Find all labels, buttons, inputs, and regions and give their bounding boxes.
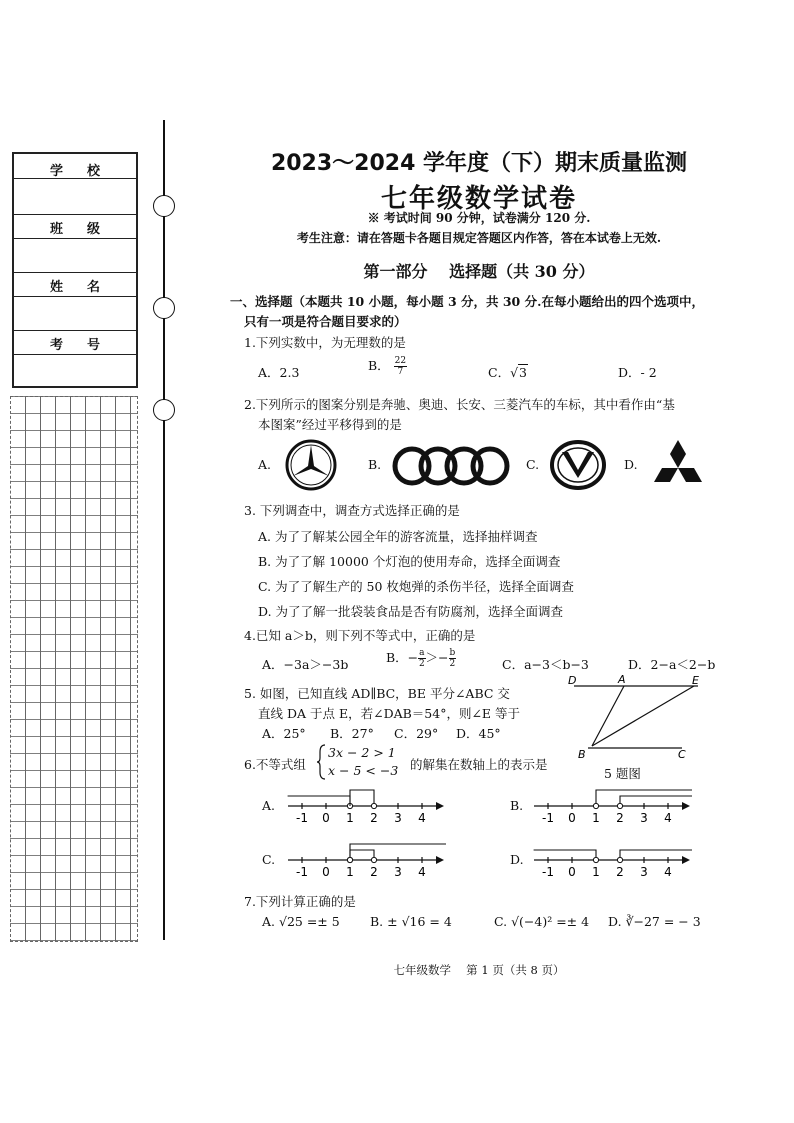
axis-arrow xyxy=(436,802,444,810)
tick-label: 3 xyxy=(640,811,648,824)
q6-number-line-d xyxy=(532,834,692,878)
tick-label: 1 xyxy=(592,865,600,878)
q4-option-d: D．2−a＜2−b xyxy=(628,657,716,672)
q5-option-a: A．25° xyxy=(262,726,306,741)
name-label: 姓名 xyxy=(49,280,124,295)
point-c-label: C xyxy=(678,748,686,761)
q5-stem-line1: 5. 如图，已知直线 AD∥BC，BE 平分∠ABC 交 xyxy=(244,686,510,701)
tick-label: 3 xyxy=(640,865,648,878)
solution-bracket xyxy=(350,790,374,806)
q3-option-b: B. 为了了解 10000 个灯泡的使用寿命，选择全面调查 xyxy=(258,554,561,569)
info-divider xyxy=(14,178,136,179)
solution-bracket xyxy=(350,850,374,860)
open-endpoint xyxy=(617,803,622,808)
section-intro-line2: 只有一项是符合题目要求的） xyxy=(244,314,407,329)
q7-option-b: B. ± √16 = 4 xyxy=(370,914,452,929)
q6-option-b: B. xyxy=(510,798,524,813)
tick-label: -1 xyxy=(542,865,554,878)
mitsubishi-logo-icon xyxy=(650,438,706,490)
mercedes-logo-icon xyxy=(284,438,338,492)
open-endpoint xyxy=(347,857,352,862)
audi-logo-icon xyxy=(390,444,512,488)
q6-option-c: C. xyxy=(262,852,276,867)
q6-inequality-1: 3x − 2 > 1 xyxy=(328,745,396,760)
binding-hole xyxy=(153,195,175,217)
binding-hole xyxy=(153,297,175,319)
solution-bracket xyxy=(288,796,350,806)
point-e-label: E xyxy=(692,674,699,687)
q6-option-a: A. xyxy=(262,798,276,813)
open-endpoint xyxy=(593,803,598,808)
q7-option-d: D. ∛−27 = − 3 xyxy=(608,914,701,929)
q1-b-numerator: 22 xyxy=(394,356,407,366)
tick-label: 2 xyxy=(616,811,624,824)
info-divider xyxy=(14,354,136,355)
q3-option-a: A. 为了了解某公园全年的游客流量，选择抽样调查 xyxy=(258,529,538,544)
tick-label: -1 xyxy=(296,865,308,878)
exam-subtitle: 七年级数学试卷 xyxy=(380,184,577,214)
q2-option-d: D. xyxy=(624,457,638,472)
solution-bracket xyxy=(620,850,692,860)
q7-stem: 7.下列计算正确的是 xyxy=(244,894,356,909)
q7-option-c: C. √(−4)² =± 4 xyxy=(494,914,590,929)
info-divider xyxy=(14,330,136,331)
q2-option-b: B. xyxy=(368,457,382,472)
tick-label: 2 xyxy=(370,865,378,878)
exam-title: 2023～2024 学年度（下）期末质量监测 xyxy=(270,151,688,176)
q2-stem-line1: 2.下列所示的图案分别是奔驰、奥迪、长安、三菱汽车的车标，其中看作由“基 xyxy=(244,397,675,412)
q4-stem: 4.已知 a＞b，则下列不等式中，正确的是 xyxy=(244,628,476,643)
q1-stem: 1.下列实数中，为无理数的是 xyxy=(244,335,406,350)
tick-label: 4 xyxy=(418,811,426,824)
q2-option-c: C. xyxy=(526,457,540,472)
q3-stem: 3. 下列调查中，调查方式选择正确的是 xyxy=(244,503,460,518)
q4-option-b: B．− $\frac{a}{2}$ ＞− $\frac{b}{2}$ xyxy=(386,648,456,669)
open-endpoint xyxy=(617,857,622,862)
section-intro-line1: 一、选择题（本题共 10 小题，每小题 3 分，共 30 分.在每小题给出的四个选项中， xyxy=(230,294,704,309)
q6-number-line-b xyxy=(532,780,692,824)
q2-stem-line2: 本图案”经过平移得到的是 xyxy=(258,417,402,432)
axis-arrow xyxy=(436,856,444,864)
q6-number-line-c xyxy=(286,834,446,878)
point-a-label: A xyxy=(618,674,626,686)
tick-label: 0 xyxy=(322,811,330,824)
q6-number-line-a xyxy=(286,780,446,824)
page-footer: 七年级数学 第 1 页（共 8 页） xyxy=(393,963,565,977)
exam-attention-note: 考生注意：请在答题卡各题目规定答题区内作答，答在本试卷上无效. xyxy=(296,231,662,245)
tick-label: 4 xyxy=(664,865,672,878)
tick-label: 3 xyxy=(394,811,402,824)
tick-label: 4 xyxy=(664,811,672,824)
student-info-box xyxy=(12,152,138,388)
tick-label: -1 xyxy=(296,811,308,824)
part-title: 第一部分 选择题（共 30 分） xyxy=(363,262,595,281)
tick-label: 4 xyxy=(418,865,426,878)
q5-option-b: B．27° xyxy=(330,726,374,741)
tick-label: 1 xyxy=(592,811,600,824)
solution-bracket xyxy=(534,850,596,860)
q1-option-c: C．√3 xyxy=(488,365,527,380)
binding-hole xyxy=(153,399,175,421)
tick-label: 3 xyxy=(394,865,402,878)
exam-time-note: ※ 考试时间 90 分钟，试卷满分 120 分. xyxy=(367,211,591,225)
tick-label: 2 xyxy=(370,811,378,824)
q5-figure-caption: 5 题图 xyxy=(604,766,641,781)
class-label: 班级 xyxy=(49,222,124,237)
open-endpoint xyxy=(593,857,598,862)
axis-arrow xyxy=(682,802,690,810)
info-divider xyxy=(14,296,136,297)
q5-option-c: C．29° xyxy=(394,726,439,741)
q5-option-d: D．45° xyxy=(456,726,501,741)
axis-arrow xyxy=(682,856,690,864)
q3-option-d: D. 为了了解一批袋装食品是否有防腐剂，选择全面调查 xyxy=(258,604,564,619)
q1-option-d: D．- 2 xyxy=(618,365,657,380)
tick-label: 0 xyxy=(322,865,330,878)
q7-option-a: A. √25 =± 5 xyxy=(262,914,340,929)
school-label: 学校 xyxy=(49,164,124,179)
q1-option-a: A．2.3 xyxy=(258,365,300,380)
binding-line xyxy=(163,120,165,940)
q1-option-b: B． $\frac{22}{7}$ xyxy=(368,356,407,377)
changan-logo-icon xyxy=(548,438,608,492)
tick-label: 1 xyxy=(346,811,354,824)
point-b-label: B xyxy=(578,748,586,761)
q3-option-c: C. 为了了解生产的 50 枚炮弹的杀伤半径，选择全面调查 xyxy=(258,579,574,594)
q5-stem-line2: 直线 DA 于点 E，若∠DAB＝54°，则∠E 等于 xyxy=(258,706,521,721)
grid-area xyxy=(10,396,138,942)
q1-b-denominator: 7 xyxy=(397,367,404,377)
q6-stem-pre: 6.不等式组 xyxy=(244,757,306,772)
tick-label: 2 xyxy=(616,865,624,878)
open-endpoint xyxy=(371,803,376,808)
q4-option-c: C．a−3＜b−3 xyxy=(502,657,589,672)
info-divider xyxy=(14,272,136,273)
q2-option-a: A. xyxy=(258,457,272,472)
number-label: 考号 xyxy=(49,338,124,353)
q6-inequality-2: x − 5 < −3 xyxy=(328,763,399,778)
tick-label: 1 xyxy=(346,865,354,878)
q6-option-d: D. xyxy=(510,852,524,867)
q5-geometry-figure xyxy=(566,674,706,764)
tick-label: -1 xyxy=(542,811,554,824)
q6-brace xyxy=(316,744,326,780)
tick-label: 0 xyxy=(568,865,576,878)
solution-bracket xyxy=(620,796,692,806)
q6-stem-post: 的解集在数轴上的表示是 xyxy=(410,757,548,772)
point-d-label: D xyxy=(568,674,577,687)
open-endpoint xyxy=(371,857,376,862)
info-divider xyxy=(14,214,136,215)
info-divider xyxy=(14,238,136,239)
tick-label: 0 xyxy=(568,811,576,824)
q4-option-a: A．−3a＞−3b xyxy=(262,657,349,672)
